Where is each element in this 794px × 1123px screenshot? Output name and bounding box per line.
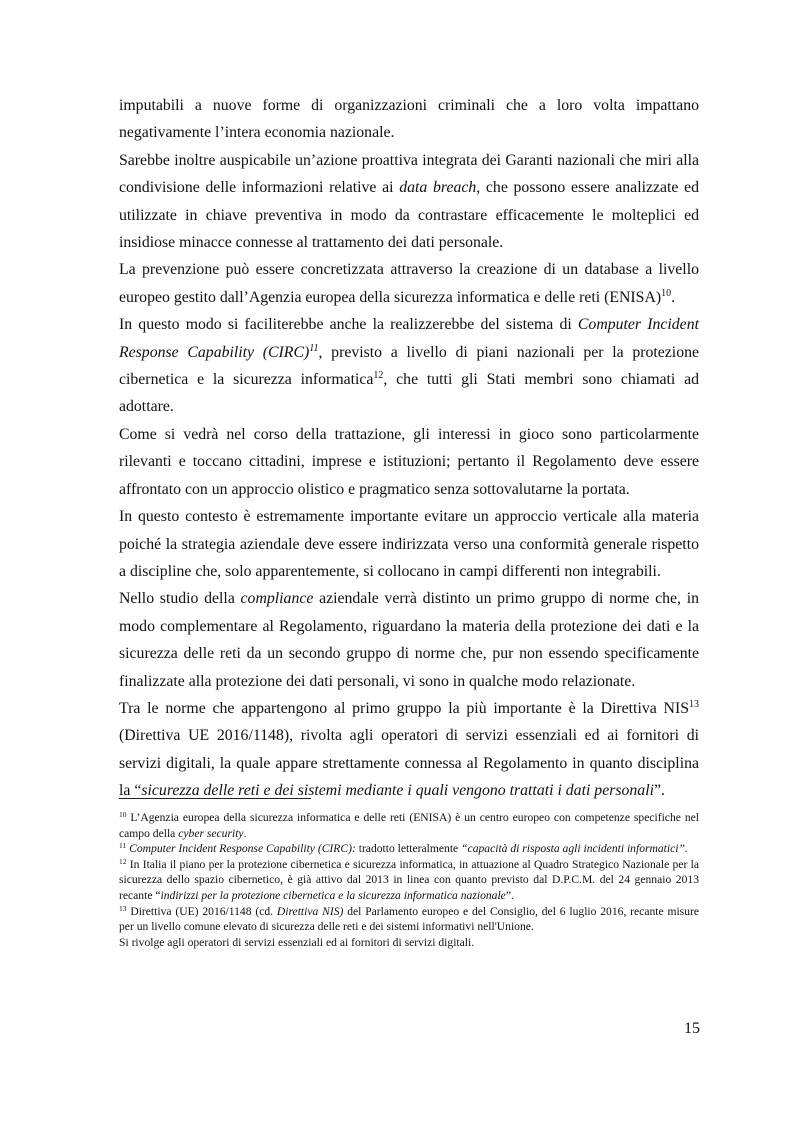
footnote-ref: 11 bbox=[119, 841, 127, 851]
text-run: (Direttiva UE 2016/1148), rivolta agli operatori di servizi essenziali ed ai fornitori di servizi digitali, la quale appare strettamente connessa al Regolamento in quanto disciplina la “ bbox=[119, 727, 699, 800]
footnote bbox=[119, 810, 699, 841]
italic-text: data breach bbox=[399, 179, 477, 197]
footnote-ref: 13 bbox=[119, 903, 127, 913]
text-run: tradotto letteralmente bbox=[355, 842, 462, 856]
text-run: ”. bbox=[653, 782, 665, 800]
footnote-ref: 13 bbox=[689, 698, 699, 710]
paragraph bbox=[119, 147, 699, 257]
italic-text: “capacità di risposta agli incidenti informatici”. bbox=[461, 842, 688, 856]
text-run: In questo contesto è estremamente importante evitare un approccio verticale alla materia poiché la strategia aziendale deve essere indirizzata verso una conformità generale rispetto a discipline che, solo apparentemente, si collocano in campi differenti non integrabili. bbox=[119, 508, 699, 580]
footnote-ref: 11 bbox=[309, 342, 319, 354]
italic-text: compliance bbox=[240, 590, 314, 608]
text-run: . bbox=[671, 288, 676, 306]
body-text bbox=[119, 92, 699, 805]
paragraph bbox=[119, 256, 699, 311]
paragraph bbox=[119, 503, 699, 585]
italic-text: sicurezza delle reti e dei sistemi mediante i quali vengono trattati i dati personali bbox=[141, 782, 654, 800]
footnote-ref: 10 bbox=[119, 810, 127, 819]
text-run: L’Agenzia europea della sicurezza informatica e delle reti (ENISA) è un centro europeo con competenze specifiche nel campo della bbox=[119, 811, 699, 840]
text-run: Direttiva (UE) 2016/1148 (cd. bbox=[126, 904, 277, 918]
text-run: , che tutti gli Stati membri sono chiamati ad adottare. bbox=[119, 371, 699, 416]
footnote bbox=[119, 857, 699, 904]
text-run: Come si vedrà nel corso della trattazione, gli interessi in gioco sono particolarmente rilevanti e toccano cittadini, imprese e istituzioni; pertanto il Regolamento deve essere affrontato con un approccio olistico e pragmatico senza sottovalutarne la portata. bbox=[119, 425, 699, 498]
footnote-ref: 12 bbox=[373, 370, 384, 382]
text-run: , previsto a livello di piani nazionali per la protezione cibernetica e la sicurezza informatica bbox=[119, 343, 699, 389]
footnote bbox=[119, 935, 699, 951]
italic-text: cyber security bbox=[178, 826, 244, 840]
footnote-ref: 10 bbox=[661, 287, 672, 299]
paragraph bbox=[119, 695, 699, 805]
text-run: La prevenzione può essere concretizzata attraverso la creazione di un database a livello europeo gestito dall’Agenzia europea della sicurezza informatica e delle reti (ENISA) bbox=[119, 261, 699, 306]
footnote-ref: 12 bbox=[119, 856, 127, 866]
italic-text: indirizzi per la protezione cibernetica e la sicurezza informatica nazionale bbox=[160, 888, 506, 902]
italic-text: Computer Incident Response Capability (CIRC) bbox=[119, 316, 699, 361]
text-run: imputabili a nuove forme di organizzazioni criminali che a loro volta impattano negativamente l’intera economia nazionale. bbox=[119, 97, 699, 142]
text-run: ”. bbox=[505, 888, 514, 902]
footnote-separator bbox=[119, 798, 311, 799]
page-number: 15 bbox=[684, 1020, 700, 1037]
text-run: . bbox=[243, 826, 247, 840]
footnotes bbox=[119, 810, 699, 950]
text-run: Tra le norme che appartengono al primo gruppo la più importante è la Direttiva NIS bbox=[119, 699, 689, 717]
italic-text: Direttiva NIS) bbox=[276, 904, 344, 918]
text-run: Si rivolge agli operatori di servizi essenziali ed ai fornitori di servizi digitali. bbox=[119, 935, 475, 949]
text-run: In questo modo si faciliterebbe anche la realizzerebbe del sistema di bbox=[119, 316, 578, 334]
text-run: Sarebbe inoltre auspicabile un’azione proattiva integrata dei Garanti nazionali che miri alla condivisione delle informazioni relative ai bbox=[119, 151, 699, 197]
text-run: In Italia il piano per la protezione cibernetica e sicurezza informatica, in attuazione al Quadro Strategico Nazionale per la sicurezza dello spazio cibernetico, è già attivo dal 2013 in linea con quanto previsto dal D.P.C.M. del 24 gennaio 2013 recante “ bbox=[119, 857, 699, 902]
text-run: , che possono essere analizzate ed utilizzate in chiave preventiva in modo da contrastare efficacemente le molteplici ed insidiose minacce connesse al trattamento dei dati personale. bbox=[119, 179, 699, 252]
paragraph bbox=[119, 421, 699, 503]
footnote bbox=[119, 841, 699, 857]
text-run: del Parlamento europeo e del Consiglio, del 6 luglio 2016, recante misure per un livello comune elevato di sicurezza delle reti e dei sistemi informativi nell'Unione. bbox=[119, 904, 700, 934]
italic-text: Computer Incident Response Capability (CIRC): bbox=[129, 842, 356, 856]
paragraph bbox=[119, 585, 699, 695]
text-run: aziendale verrà distinto un primo gruppo di norme che, in modo complementare al Regolamento, riguardano la materia della protezione dei dati e la sicurezza delle reti da un secondo gruppo di norme che, pur non essendo specificamente finalizzate alla protezione dei dati personali, vi sono in qualche modo relazionate. bbox=[119, 590, 699, 690]
text-run: Nello studio della bbox=[119, 590, 241, 608]
footnote bbox=[119, 904, 699, 935]
paragraph bbox=[119, 311, 699, 421]
paragraph bbox=[119, 92, 699, 147]
